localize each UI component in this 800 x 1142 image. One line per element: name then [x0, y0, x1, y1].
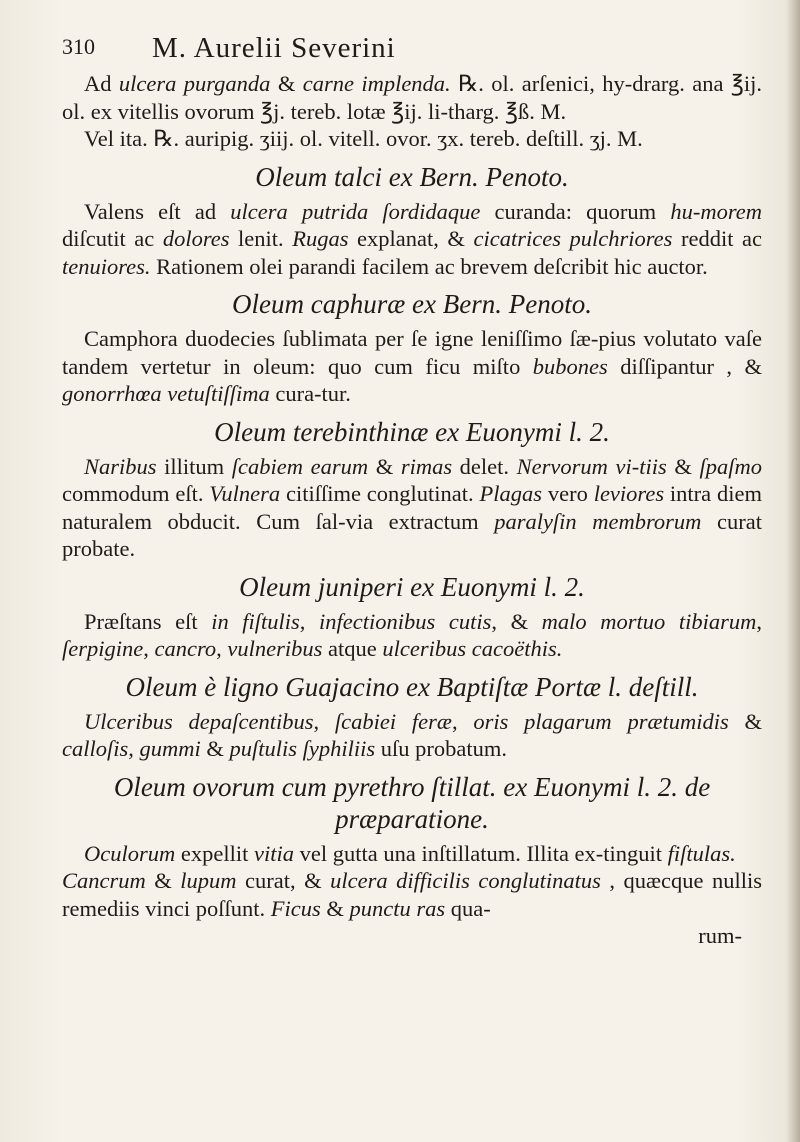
running-title: M. Aurelii Severini — [152, 32, 396, 64]
page-body — [62, 70, 762, 950]
section-body-terebinthinae: Naribus illitum ſcabiem earum & rimas delet. Nervorum vi-tiis & ſpaſmo commodum eſt. Vulnera citiſſime conglutinat. Plagas vero leviores intra diem naturalem obducit. Cum ſal-via extractum paralyſin membrorum curat probate. — [62, 453, 762, 561]
page-number: 310 — [62, 34, 95, 59]
running-header — [62, 32, 762, 68]
catchword: rum- — [698, 923, 742, 948]
section-title-terebinthinae: Oleum terebinthinæ ex Euonymi l. 2. — [214, 416, 610, 447]
section-body-ovorum: Oculorum expellit vitia vel gutta una inſtillatum. Illita ex-tinguit fiſtulas. — [84, 840, 736, 866]
recipe-ulcera-alt: Vel ita. ℞. auripig. ʒiij. ol. vitell. ovor. ʒx. tereb. deſtill. ʒj. M. — [84, 126, 643, 151]
section-body-guajacino: Ulceribus depaſcentibus, ſcabiei feræ, oris plagarum prætumidis & calloſis, gummi & puſtulis ſyphiliis uſu probatum. — [62, 708, 763, 761]
section-body-juniperi: Præſtans eſt in fiſtulis, infectionibus cutis, & malo mortuo tibiarum, ſerpigine, cancro, vulneribus atque ulceribus cacoëthis. — [62, 608, 762, 661]
page-edge-shadow — [786, 0, 800, 1142]
section-title-juniperi: Oleum juniperi ex Euonymi l. 2. — [239, 571, 585, 602]
section-title-ovorum: Oleum ovorum cum pyrethro ſtillat. ex Euonymi l. 2. de præparatione. — [113, 771, 711, 834]
section-body-caphurae: Camphora duodecies ſublimata per ſe igne leniſſimo ſæ-pius volutato vaſe tandem vertetur in oleum: quo cum ficu miſto bubones diſſipantur , & gonorrhœa vetuſtiſſima cura-tur. — [62, 326, 762, 406]
section-title-guajacino: Oleum è ligno Guajacino ex Baptiſtæ Portæ l. deſtill. — [125, 671, 699, 702]
section-title-talci: Oleum talci ex Bern. Penoto. — [255, 161, 569, 192]
section-title-caphurae: Oleum caphuræ ex Bern. Penoto. — [232, 289, 592, 319]
recipe-ulcera: Ad ulcera purganda & carne implenda. ℞. ol. arſenici, hy-drarg. ana ℥ij. ol. ex vitellis ovorum ℥j. tereb. lotæ ℥ij. li-tharg. ℥ß. M. — [62, 71, 763, 124]
section-body-talci: Valens eſt ad ulcera putrida ſordidaque curanda: quorum hu-morem diſcutit ac dolores lenit. Rugas explanat, & cicatrices pulchriores reddit ac tenuiores. Rationem olei parandi facilem ac brevem deſcribit hic auctor. — [62, 198, 763, 279]
section-body-ovorum-cont: Cancrum & lupum curat, & ulcera difficilis conglutinatus , quæcque nullis remediis vinci poſſunt. Ficus & punctu ras qua- — [62, 868, 762, 921]
